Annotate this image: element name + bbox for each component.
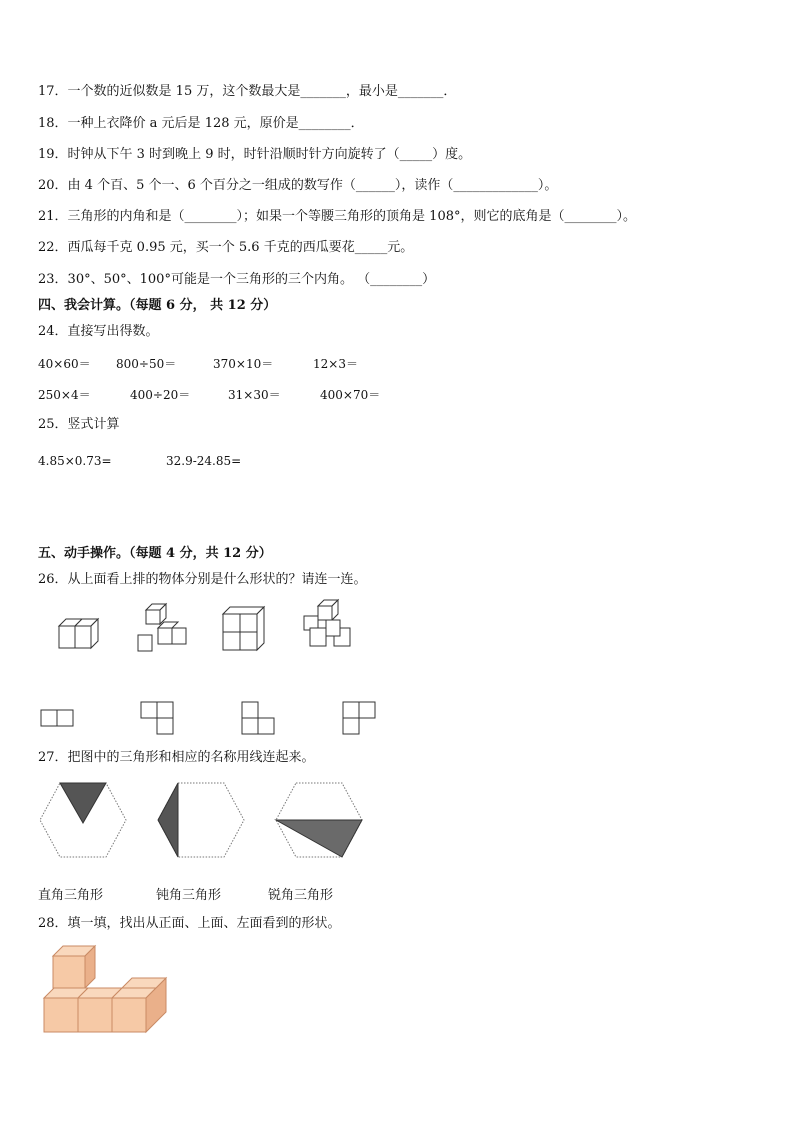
section-4-title: 四、我会计算。（每题 6 分， 共 12 分） bbox=[38, 298, 277, 313]
question-26: 26．从上面看上排的物体分别是什么形状的？请连一连。 bbox=[38, 572, 367, 587]
hexagon-figure-1 bbox=[38, 780, 128, 860]
calc-item: 800÷50＝ bbox=[116, 357, 177, 371]
solid-figure-4 bbox=[300, 598, 356, 652]
cube-stack-figure bbox=[40, 944, 172, 1036]
calc-item: 40×60＝ bbox=[38, 357, 91, 371]
top-view-4 bbox=[341, 700, 379, 736]
question-22: 22．西瓜每千克 0.95 元，买一个 5.6 千克的西瓜要花_____元。 bbox=[38, 240, 414, 255]
question-24: 24．直接写出得数。 bbox=[38, 324, 159, 339]
question-20: 20．由 4 个百、5 个一、6 个百分之一组成的数写作（______），读作（_____________）。 bbox=[38, 178, 558, 193]
hexagon-figure-3 bbox=[274, 780, 366, 860]
question-27: 27．把图中的三角形和相应的名称用线连起来。 bbox=[38, 750, 315, 765]
question-25: 25．竖式计算 bbox=[38, 417, 120, 432]
solid-figure-2 bbox=[136, 602, 190, 654]
question-21: 21．三角形的内角和是（________）；如果一个等腰三角形的顶角是 108°，则它的底角是（________）。 bbox=[38, 209, 636, 224]
top-view-2 bbox=[139, 700, 177, 736]
question-18: 18．一种上衣降价 a 元后是 128 元，原价是________． bbox=[38, 116, 364, 131]
question-28: 28．填一填，找出从正面、上面、左面看到的形状。 bbox=[38, 916, 341, 931]
question-23: 23．30°、50°、100°可能是一个三角形的三个内角。 （________） bbox=[38, 272, 436, 287]
calc-item: 370×10＝ bbox=[213, 357, 274, 371]
calc-item: 250×4＝ bbox=[38, 388, 91, 402]
vertical-calc-item: 4.85×0.73= bbox=[38, 454, 112, 468]
vertical-calc-item: 32.9-24.85= bbox=[166, 454, 242, 468]
solid-figure-1 bbox=[56, 612, 106, 652]
top-view-1 bbox=[40, 708, 76, 728]
section-5-title: 五、动手操作。（每题 4 分，共 12 分） bbox=[38, 546, 272, 561]
question-17: 17．一个数的近似数是 15 万，这个数最大是_______，最小是_______． bbox=[38, 84, 457, 99]
calc-item: 31×30＝ bbox=[228, 388, 281, 402]
triangle-name-obtuse: 钝角三角形 bbox=[156, 888, 222, 903]
calc-item: 400×70＝ bbox=[320, 388, 381, 402]
question-19: 19．时钟从下午 3 时到晚上 9 时，时针沿顺时针方向旋转了（_____）度。 bbox=[38, 147, 472, 162]
calc-item: 12×3＝ bbox=[313, 357, 358, 371]
triangle-name-acute: 锐角三角形 bbox=[268, 888, 334, 903]
solid-figure-3 bbox=[220, 604, 268, 654]
triangle-name-right: 直角三角形 bbox=[38, 888, 104, 903]
calc-item: 400÷20＝ bbox=[130, 388, 191, 402]
hexagon-figure-2 bbox=[156, 780, 246, 860]
top-view-3 bbox=[240, 700, 278, 736]
